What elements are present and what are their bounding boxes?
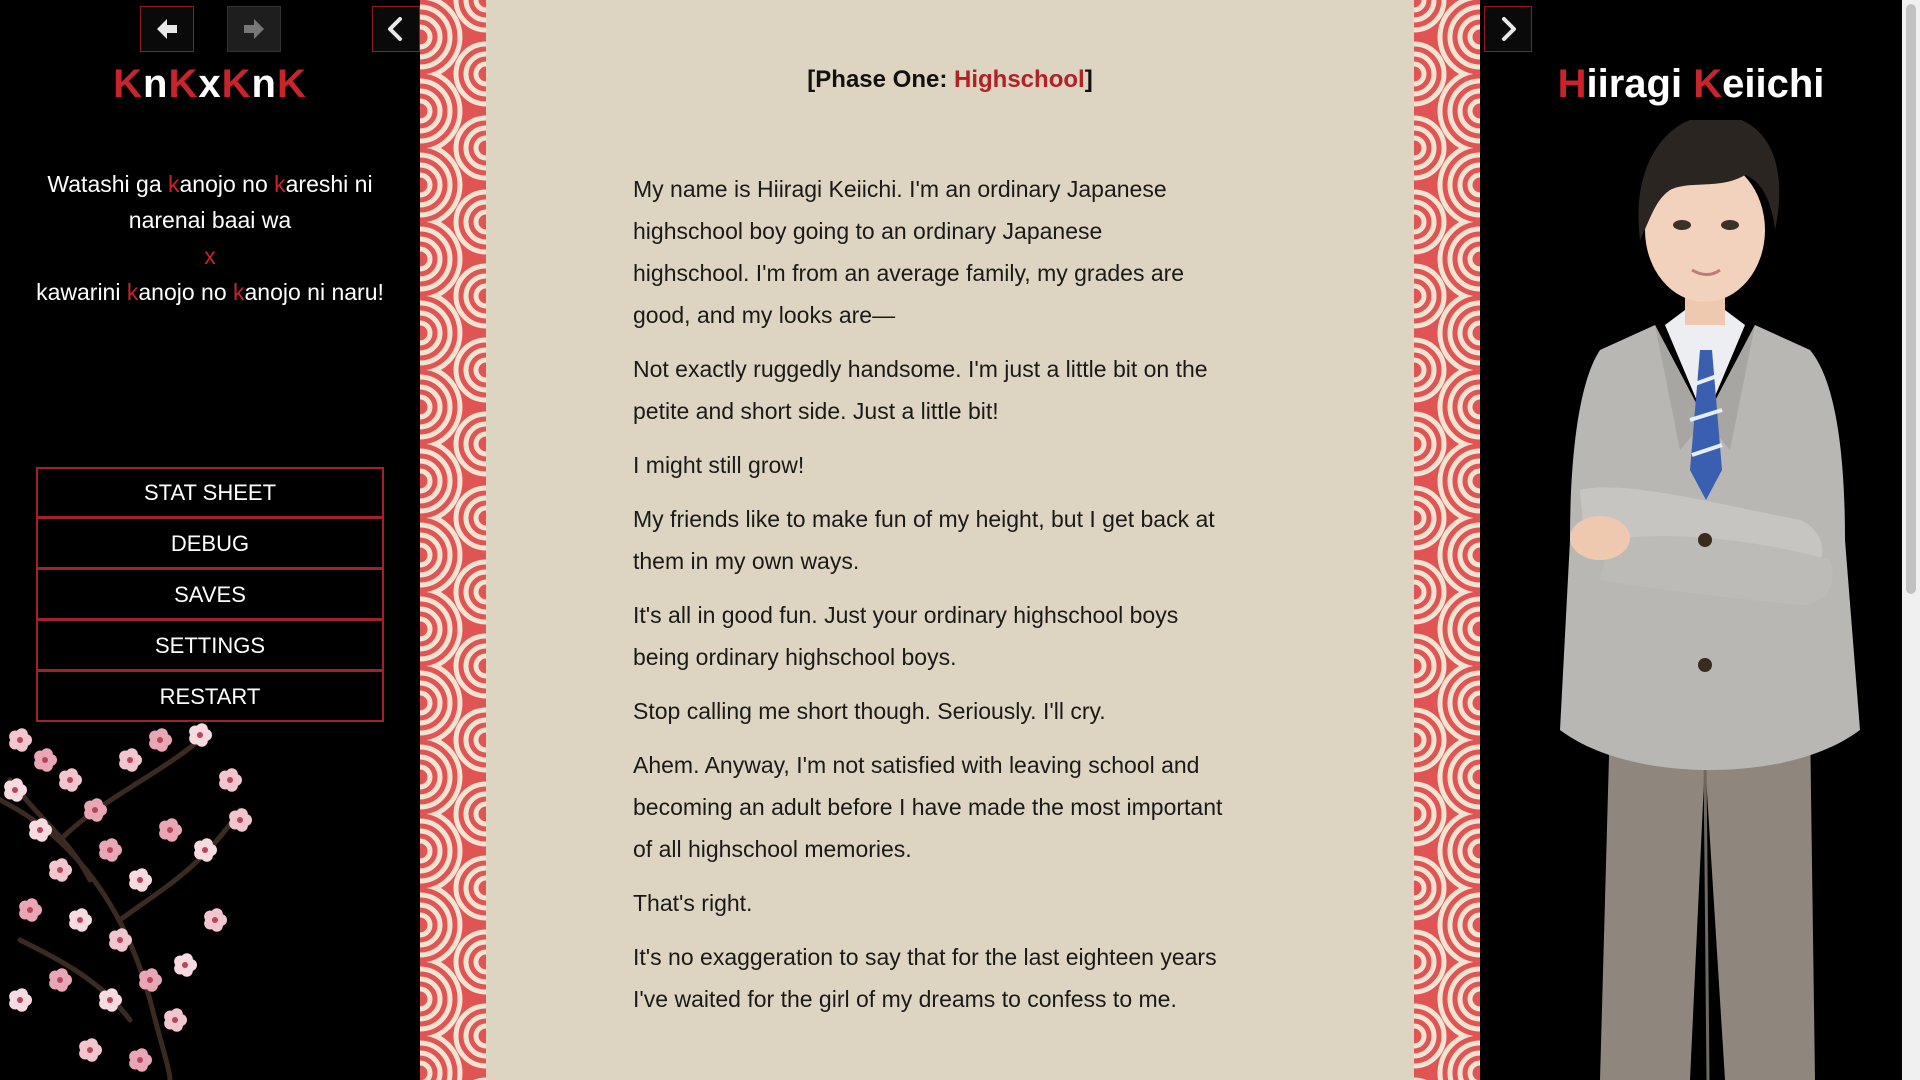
back-button[interactable] [140,6,194,52]
title-letter: K [168,62,199,106]
character-portrait [1540,120,1870,1080]
character-name-text: H [1557,62,1587,106]
subtitle-line-1 [30,166,390,238]
story-paragraph: It's no exaggeration to say that for the last eighteen years I've waited for the girl of my dreams to confess to me. [633,944,1217,1012]
phase-suffix: ] [1084,66,1093,93]
story-paragraph: I might still grow! [633,452,805,478]
subtitle-text: anojo no [179,171,275,197]
title-letter: K [113,62,144,106]
story-title [0,62,420,107]
character-name [1480,62,1902,107]
subtitle-x: x [204,243,216,269]
title-letter: n [143,62,169,106]
story-text [633,168,1223,1032]
subtitle-text: anojo ni naru! [244,279,384,305]
character-name-text: iiragi [1586,62,1694,106]
subtitle-text: k [168,171,180,197]
scrollbar-thumb[interactable] [1906,4,1916,594]
subtitle-line-2 [30,274,390,310]
scallop-border-left [420,0,486,1080]
story-paragraph: My friends like to make fun of my height, but I get back at them in my own ways. [633,506,1215,574]
subtitle-text: areshi ni narenai baai wa [128,171,373,233]
subtitle-text: kawarini [36,279,127,305]
chevron-left-icon [381,14,411,44]
phase-prefix: [Phase One: [807,66,955,93]
left-sidebar [0,0,420,1080]
story-panel [486,0,1414,1080]
menu-saves-button[interactable]: SAVES [36,569,384,620]
character-name-text: K [1693,62,1723,106]
sidebar-menu [36,467,384,722]
scallop-border-right [1414,0,1480,1080]
forward-button[interactable] [227,6,281,52]
story-paragraph: Stop calling me short though. Seriously. I'll cry. [633,698,1106,724]
chevron-right-icon [1493,14,1523,44]
phase-heading [486,66,1414,94]
arrow-left-icon [152,14,182,44]
cherry-blossom-decoration [0,720,320,1080]
title-letter: x [198,62,222,106]
menu-settings-button[interactable]: SETTINGS [36,620,384,671]
story-paragraph: Ahem. Anyway, I'm not satisfied with leaving school and becoming an adult before I have made the most important of all highschool memories. [633,752,1223,862]
collapse-right-sidebar-button[interactable] [1484,6,1532,52]
story-paragraph: My name is Hiiragi Keiichi. I'm an ordinary Japanese highschool boy going to an ordinary Japanese highschool. I'm from an average family, my grades are good, and my looks are— [633,176,1185,328]
phase-name: Highschool [954,66,1085,93]
menu-stat-sheet-button[interactable]: STAT SHEET [36,467,384,518]
menu-restart-button[interactable]: RESTART [36,671,384,722]
story-paragraph: Not exactly ruggedly handsome. I'm just a little bit on the petite and short side. Just a little bit! [633,356,1208,424]
subtitle-text: anojo no [138,279,233,305]
page-scrollbar[interactable] [1902,0,1920,1080]
character-name-text: eiichi [1722,62,1825,106]
arrow-right-icon [239,14,269,44]
story-paragraph: That's right. [633,890,753,916]
title-letter: K [276,62,307,106]
subtitle-text: k [233,279,245,305]
subtitle-text: k [126,279,139,305]
subtitle-text: k [274,171,286,197]
title-letter: n [251,62,277,106]
story-paragraph: It's all in good fun. Just your ordinary highschool boys being ordinary highschool boys. [633,602,1179,670]
story-subtitle [30,166,390,310]
menu-debug-button[interactable]: DEBUG [36,518,384,569]
right-sidebar [1480,0,1902,1080]
subtitle-text: Watashi ga [47,171,168,197]
collapse-left-sidebar-button[interactable] [372,6,420,52]
title-letter: K [221,62,252,106]
